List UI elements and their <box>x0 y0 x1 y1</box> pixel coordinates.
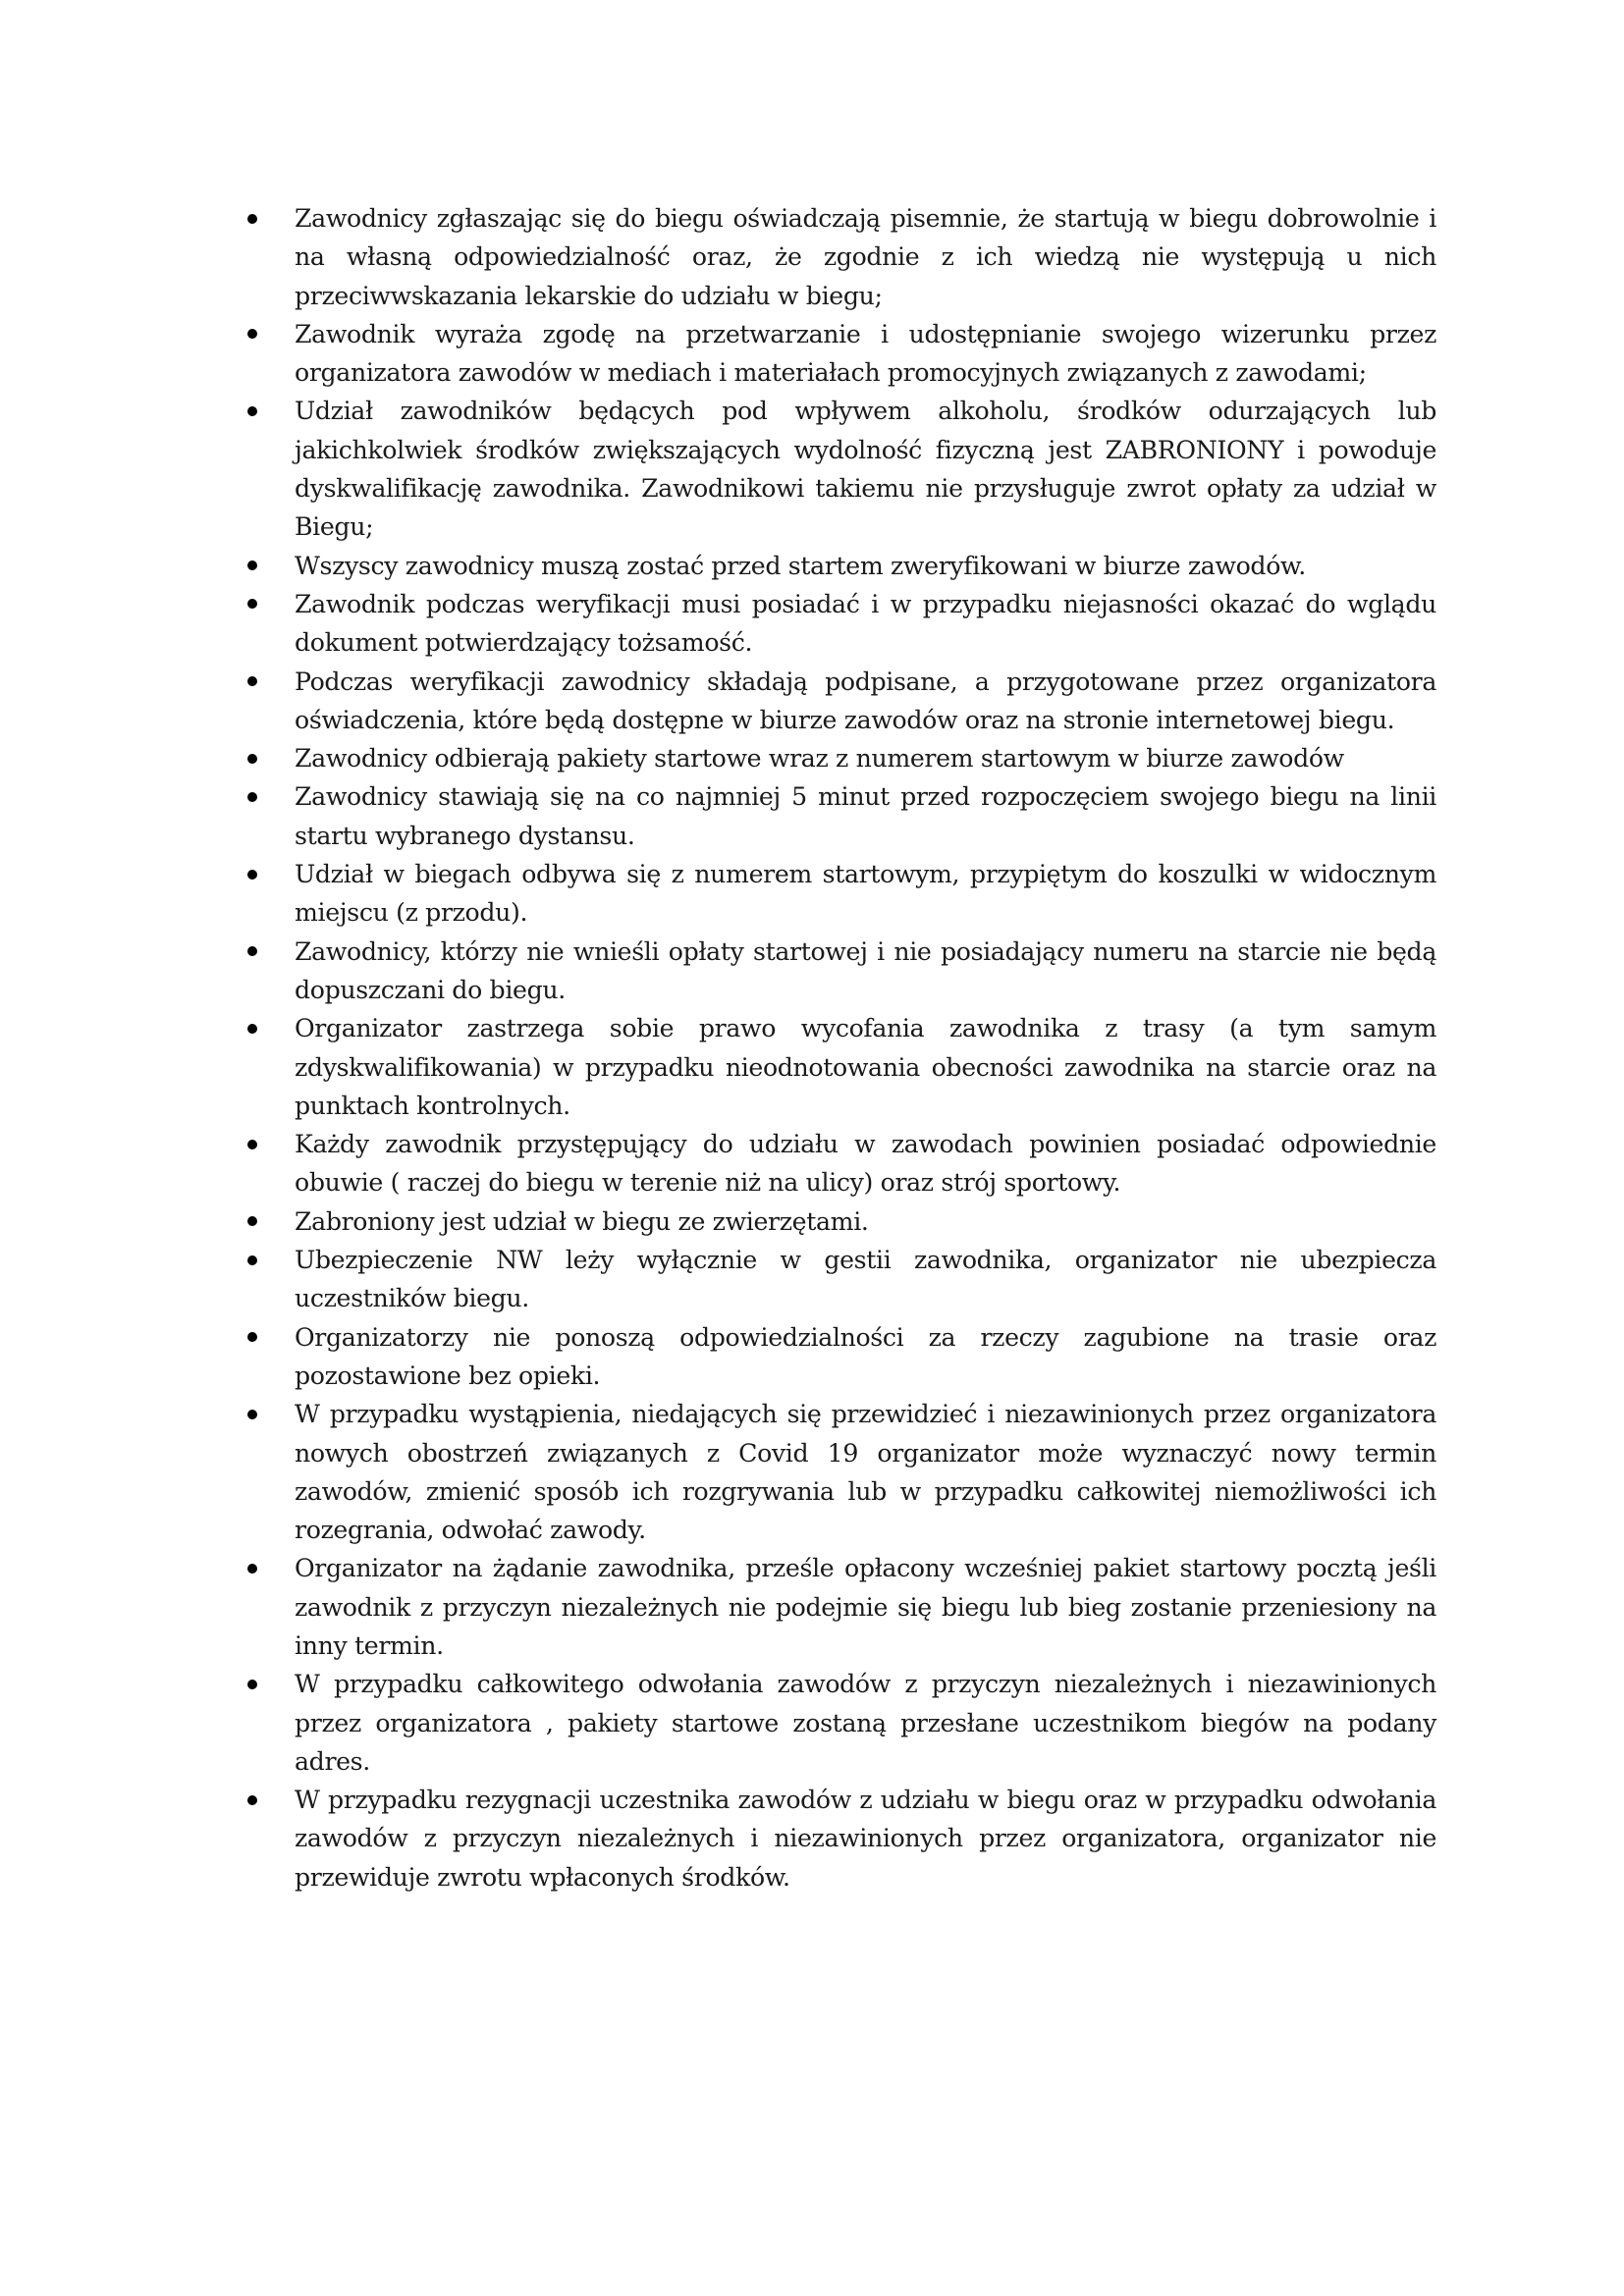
rule-text: Zawodnicy stawiają się na co najmniej 5 minut przed rozpoczęciem swojego biegu na linii startu wybranego dystansu. <box>295 782 1436 850</box>
bullet-icon <box>246 1202 258 1241</box>
list-item <box>241 547 1436 585</box>
list-item <box>241 1781 1436 1896</box>
list-item <box>241 1665 1436 1781</box>
list-item <box>241 392 1436 546</box>
list-item <box>241 739 1436 777</box>
bullet-icon <box>246 585 258 623</box>
rule-text: Zawodnicy odbierają pakiety startowe wraz z numerem startowym w biurze zawodów <box>295 744 1344 774</box>
bullet-icon <box>246 1781 258 1819</box>
bullet-icon <box>246 933 258 971</box>
bullet-icon <box>246 1009 258 1047</box>
list-item <box>241 1318 1436 1396</box>
bullet-icon <box>246 1318 258 1357</box>
rule-text: W przypadku całkowitego odwołania zawodów z przyczyn niezależnych i niezawinionych przez organizatora , pakiety startowe zostaną przesłane uczestnikom biegów na podany adres. <box>295 1670 1436 1776</box>
rule-text: Podczas weryfikacji zawodnicy składają podpisane, a przygotowane przez organizatora oświadczenia, które będą dostępne w biurze zawodów oraz na stronie internetowej biegu. <box>295 667 1436 734</box>
rule-text: Udział zawodników będących pod wpływem alkoholu, środków odurzających lub jakichkolwiek środków zwiększających wydolność fizyczną jest ZABRONIONY i powoduje dyskwalifikację zawodnika. Zawodnikowi takiemu nie przysługuje zwrot opłaty za udział w Biegu; <box>295 397 1436 542</box>
list-item <box>241 1009 1436 1125</box>
bullet-icon <box>246 855 258 893</box>
list-item <box>241 933 1436 1010</box>
list-item <box>241 585 1436 663</box>
rule-text: Wszyscy zawodnicy muszą zostać przed startem zweryfikowani w biurze zawodów. <box>295 551 1306 580</box>
list-item <box>241 663 1436 740</box>
list-item <box>241 777 1436 855</box>
rules-bullet-list <box>241 199 1436 1896</box>
rule-text: W przypadku rezygnacji uczestnika zawodów z udziału w biegu oraz w przypadku odwołania zawodów z przyczyn niezależnych i niezawinionych przez organizatora, organizator nie przewiduje zwrotu wpłaconych środków. <box>295 1786 1436 1892</box>
rule-text: Organizator na żądanie zawodnika, prześle opłacony wcześniej pakiet startowy pocztą jeśli zawodnik z przyczyn niezależnych nie podejmie się biegu lub bieg zostanie przeniesiony na inny termin. <box>295 1554 1436 1660</box>
rule-text: W przypadku wystąpienia, niedających się przewidzieć i niezawinionych przez organizatora nowych obostrzeń związanych z Covid 19 organizator może wyznaczyć nowy termin zawodów, zmienić sposób ich rozgrywania lub w przypadku całkowitej niemożliwości ich rozegrania, odwołać zawody. <box>295 1400 1436 1545</box>
bullet-icon <box>246 392 258 430</box>
rule-text: Zabroniony jest udział w biegu ze zwierzętami. <box>295 1206 869 1236</box>
rule-text: Zawodnicy, którzy nie wnieśli opłaty startowej i nie posiadający numeru na starcie nie będą dopuszczani do biegu. <box>295 936 1436 1004</box>
rule-text: Organizatorzy nie ponoszą odpowiedzialności za rzeczy zagubione na trasie oraz pozostawione bez opieki. <box>295 1322 1436 1390</box>
rule-text: Zawodnicy zgłaszając się do biegu oświadczają pisemnie, że startują w biegu dobrowolnie i na własną odpowiedzialność oraz, że zgodnie z ich wiedzą nie występują u nich przeciwwskazania lekarskie do udziału w biegu; <box>295 204 1436 310</box>
list-item <box>241 1202 1436 1241</box>
list-item <box>241 1395 1436 1549</box>
list-item <box>241 1241 1436 1318</box>
list-item <box>241 1549 1436 1665</box>
rule-text: Organizator zastrzega sobie prawo wycofania zawodnika z trasy (a tym samym zdyskwalifikowania) w przypadku nieodnotowania obecności zawodnika na starcie oraz na punktach kontrolnych. <box>295 1014 1436 1120</box>
list-item <box>241 315 1436 393</box>
bullet-icon <box>246 1549 258 1587</box>
rule-text: Ubezpieczenie NW leży wyłącznie w gestii zawodnika, organizator nie ubezpiecza uczestników biegu. <box>295 1246 1436 1313</box>
bullet-icon <box>246 547 258 585</box>
bullet-icon <box>246 1665 258 1703</box>
list-item <box>241 1125 1436 1202</box>
bullet-icon <box>246 777 258 816</box>
rule-text: Zawodnik wyraża zgodę na przetwarzanie i udostępnianie swojego wizerunku przez organizatora zawodów w mediach i materiałach promocyjnych związanych z zawodami; <box>295 319 1436 388</box>
bullet-icon <box>246 739 258 777</box>
list-item <box>241 855 1436 933</box>
rule-text: Udział w biegach odbywa się z numerem startowym, przypiętym do koszulki w widocznym miejscu (z przodu). <box>295 860 1436 928</box>
bullet-icon <box>246 663 258 701</box>
rule-text: Każdy zawodnik przystępujący do udziału w zawodach powinien posiadać odpowiednie obuwie ( raczej do biegu w terenie niż na ulicy) oraz strój sportowy. <box>295 1130 1436 1198</box>
bullet-icon <box>246 1241 258 1279</box>
bullet-icon <box>246 1395 258 1433</box>
bullet-icon <box>246 1125 258 1163</box>
list-item <box>241 199 1436 315</box>
rule-text: Zawodnik podczas weryfikacji musi posiadać i w przypadku niejasności okazać do wglądu dokument potwierdzający tożsamość. <box>295 589 1436 658</box>
bullet-icon <box>246 199 258 238</box>
bullet-icon <box>246 315 258 353</box>
